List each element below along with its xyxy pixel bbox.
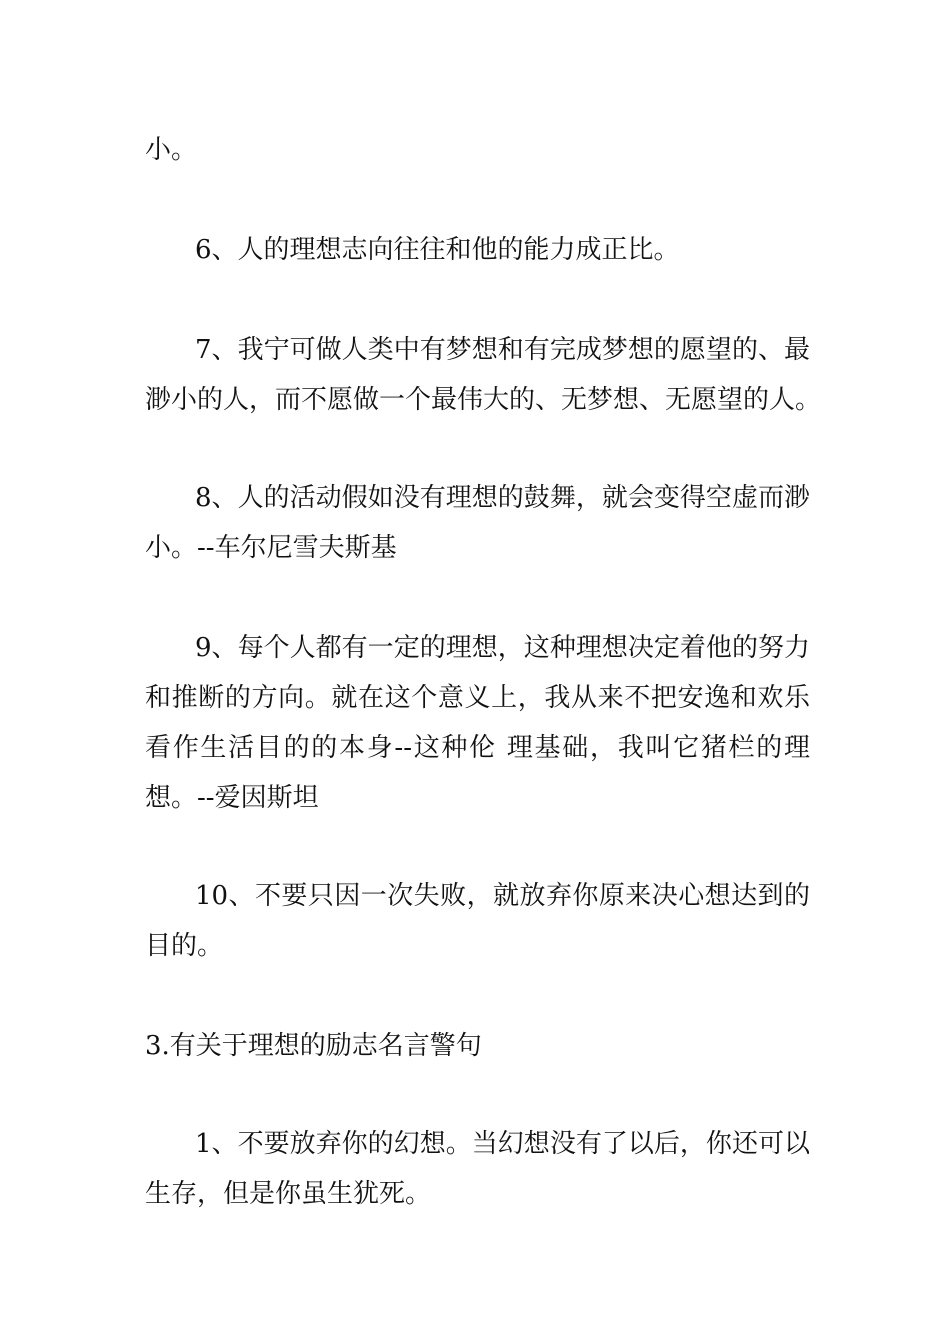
text-line: 目的。: [145, 931, 224, 961]
text-line: 小。: [145, 135, 198, 165]
text-line: 和推断的方向。就在这个意义上，我从来不把安逸和欢乐: [145, 683, 810, 713]
text-line: 1、不要放弃你的幻想。当幻想没有了以后，你还可以: [195, 1129, 810, 1159]
text-line: 看作生活目的的本身--这种伦 理基础，我叫它猪栏的理: [145, 733, 810, 763]
text-line: 10、不要只因一次失败，就放弃你原来决心想达到的: [195, 881, 810, 911]
text-line: 渺小的人，而不愿做一个最伟大的、无梦想、无愿望的人。: [145, 385, 822, 415]
text-line: 9、每个人都有一定的理想，这种理想决定着他的努力: [195, 633, 810, 663]
text-line: 6、人的理想志向往往和他的能力成正比。: [195, 235, 680, 265]
text-line: 7、我宁可做人类中有梦想和有完成梦想的愿望的、最: [195, 335, 810, 365]
text-line: 小。--车尔尼雪夫斯基: [145, 533, 397, 563]
text-line: 8、人的活动假如没有理想的鼓舞，就会变得空虚而渺: [195, 483, 810, 513]
text-line: 想。--爱因斯坦: [145, 783, 319, 813]
text-line: 生存，但是你虽生犹死。: [145, 1179, 432, 1209]
section-heading: 3.有关于理想的励志名言警句: [145, 1031, 482, 1061]
